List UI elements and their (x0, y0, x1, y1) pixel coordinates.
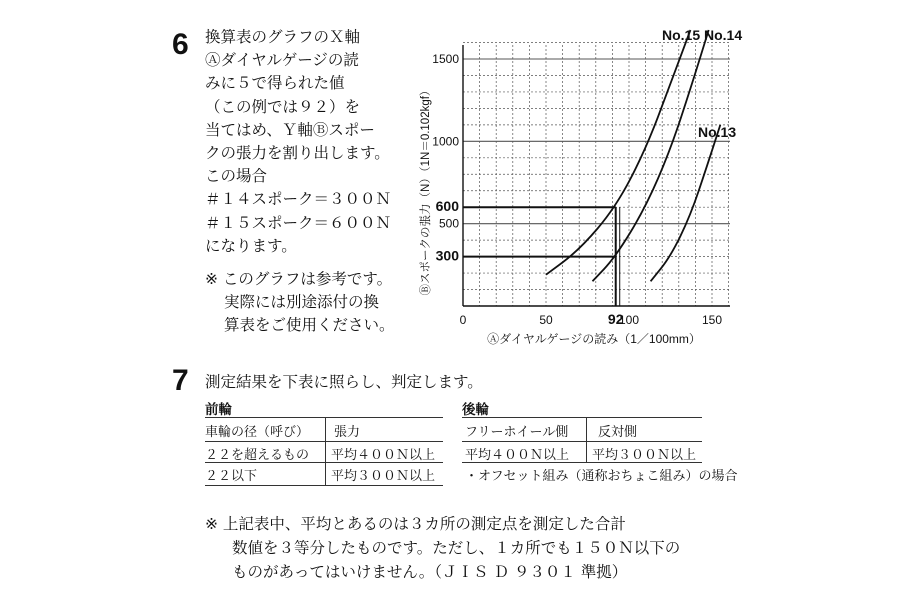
rear-header-opposite: 反対側 (598, 425, 638, 440)
rear-offset-note: ・オフセット組み（通称おちょこ組み）の場合 (465, 469, 738, 484)
front-cell: 平均３００Ｎ以上 (331, 469, 436, 484)
x-tick-label: 150 (701, 313, 723, 327)
series-label: No.14 (704, 27, 743, 43)
step-6-line: ＃１４スポーク＝３００Ｎ (205, 190, 392, 209)
y-tick-label: 1500 (432, 52, 459, 66)
front-cell: 平均４００Ｎ以上 (331, 448, 436, 463)
rear-wheel-heading: 後輪 (462, 402, 489, 418)
series-label: No.15 (662, 27, 701, 43)
note-line: 実際には別途添付の換 (224, 293, 380, 311)
bottom-note-line: ※ 上記表中、平均とあるのは３カ所の測定点を測定した合計 (205, 515, 626, 533)
step-7-number: 7 (172, 364, 189, 397)
x-tick-label: 92 (607, 311, 624, 327)
x-tick-label: 50 (539, 313, 553, 327)
series-label: No.13 (698, 124, 737, 140)
step-6-line: ＃１５スポーク＝６００Ｎ (205, 213, 392, 232)
note-line: ※ このグラフは参考です。 (205, 270, 393, 288)
front-cell: ２２以下 (205, 469, 258, 484)
step-6-line: 換算表のグラフのＸ軸 (205, 28, 361, 46)
bottom-note-line: 数値を３等分したものです。ただし、１カ所でも１５０Ｎ以下の (232, 539, 681, 557)
y-tick-label: 600 (435, 198, 459, 215)
note-line: 算表をご使用ください。 (224, 316, 395, 334)
rear-cell: 平均３００Ｎ以上 (592, 448, 697, 463)
step-6-line: 当てはめ、Ｙ軸Ⓑスポー (205, 120, 375, 139)
step-6-line: （この例では９２）を (205, 97, 361, 116)
bottom-note (205, 512, 680, 584)
chart-labels (418, 27, 742, 346)
step-6-line: クの張力を割り出します。 (205, 144, 390, 163)
chart-axes (463, 45, 730, 306)
step-7-title: 測定結果を下表に照らし、判定します。 (205, 373, 483, 391)
step-6-line: みに５で得られた値 (205, 74, 345, 93)
y-tick-label: 500 (438, 216, 459, 231)
front-wheel-heading: 前輪 (205, 402, 232, 418)
x-tick-label: 100 (618, 313, 640, 327)
bottom-note-line: ものがあってはいけません。（ＪＩＳ Ｄ ９３０１ 準拠） (232, 563, 628, 581)
step-6-line: この場合 (205, 167, 268, 186)
y-tick-label: 300 (435, 247, 459, 264)
step-6-number: 6 (172, 28, 189, 61)
series-line-no14 (592, 30, 708, 281)
y-tick-label: 1000 (432, 134, 459, 149)
x-tick-label: 0 (459, 313, 467, 327)
series-line-no13 (651, 125, 721, 281)
rear-header-freewheel: フリーホイール側 (465, 425, 569, 440)
chart-highlight-lines (463, 207, 620, 306)
front-cell: ２２を超えるもの (205, 448, 310, 463)
x-axis-label: Ⓐダイヤルゲージの読み（1／100mm） (487, 332, 701, 346)
step-6-line: になります。 (205, 236, 297, 255)
front-header-diameter: 車輪の径（呼び） (205, 425, 310, 440)
rear-cell: 平均４００Ｎ以上 (465, 448, 570, 463)
chart-series (546, 30, 720, 281)
front-header-tension: 張力 (334, 425, 361, 440)
chart-grid (463, 43, 730, 306)
step-6-line: Ⓐダイヤルゲージの読 (205, 51, 359, 70)
y-axis-label: Ⓑスポークの張力（N）（1N＝0.102kgf） (420, 84, 432, 296)
